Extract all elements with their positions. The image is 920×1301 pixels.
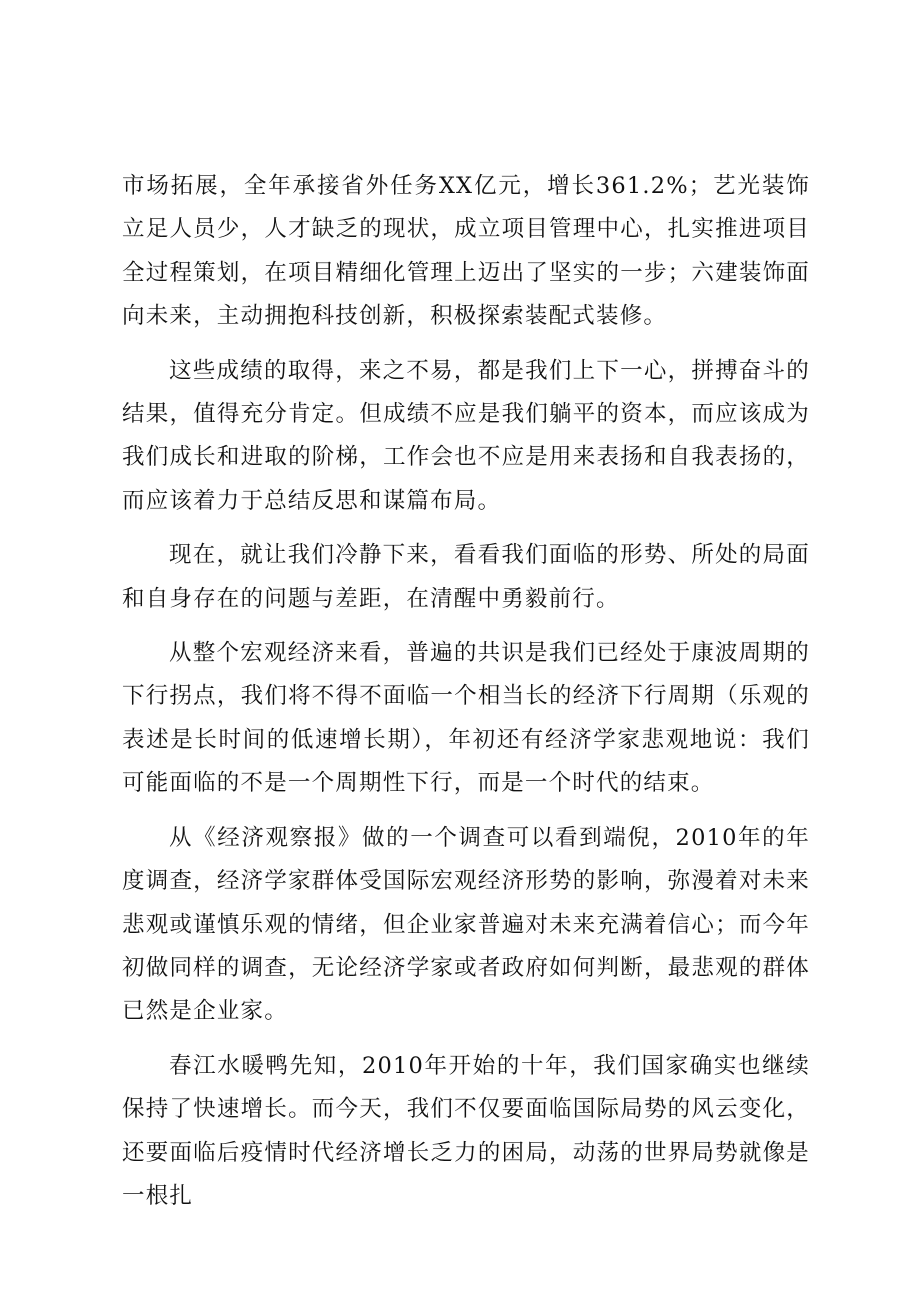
paragraph: 这些成绩的取得，来之不易，都是我们上下一心，拼搏奋斗的结果，值得充分肯定。但成绩不应是我们躺平的资本，而应该成为我们成长和进取的阶梯，工作会也不应是用来表扬和自我表扬的，而应该着力于总结反思和谋篇布局。 <box>122 357 810 514</box>
paragraph: 从《经济观察报》做的一个调查可以看到端倪，2010年的年度调查，经济学家群体受国际宏观经济形势的影响，弥漫着对未来悲观或谨慎乐观的情绪，但企业家普遍对未来充满着信心；而今年初做同样的调查，无论经济学家或者政府如何判断，最悲观的群体已然是企业家。 <box>122 824 810 1025</box>
paragraph: 从整个宏观经济来看，普遍的共识是我们已经处于康波周期的下行拐点，我们将不得不面临一个相当长的经济下行周期（乐观的表述是长时间的低速增长期），年初还有经济学家悲观地说：我们可能面临的不是一个周期性下行，而是一个时代的结束。 <box>122 640 810 797</box>
paragraph-continuation: 市场拓展，全年承接省外任务XX亿元，增长361.2%；艺光装饰立足人员少，人才缺乏的现状，成立项目管理中心，扎实推进项目全过程策划，在项目精细化管理上迈出了坚实的一步；六建装饰面向未来，主动拥抱科技创新，积极探索装配式装修。 <box>122 173 810 330</box>
paragraph: 现在，就让我们冷静下来，看看我们面临的形势、所处的局面和自身存在的问题与差距，在清醒中勇毅前行。 <box>122 542 810 612</box>
document-body <box>122 165 810 1229</box>
paragraph: 春江水暖鸭先知，2010年开始的十年，我们国家确实也继续保持了快速增长。而今天，我们不仅要面临国际局势的风云变化，还要面临后疫情时代经济增长乏力的困局，动荡的世界局势就像是一根扎 <box>122 1052 810 1209</box>
